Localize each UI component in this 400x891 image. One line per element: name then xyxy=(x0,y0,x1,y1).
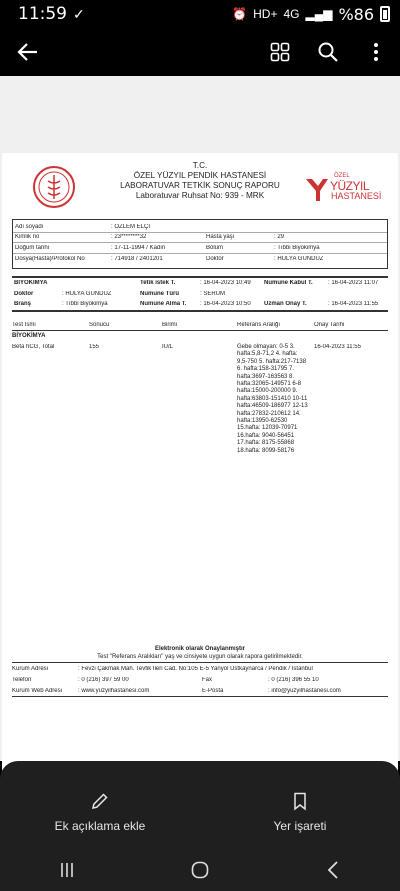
app-bar xyxy=(0,28,400,76)
patient-value: : 17-11-1994 / Kadın xyxy=(111,244,166,251)
patient-label: Dosya(Hasta)/Protokol No xyxy=(15,255,85,262)
sample-label: Tetik istek T. xyxy=(140,280,176,287)
bookmark-label: Yer işareti xyxy=(273,819,327,833)
system-back-button[interactable] xyxy=(303,850,363,890)
institution-value: : 0 (216) 396 55 10 xyxy=(268,676,319,683)
chevron-left-icon xyxy=(327,861,339,879)
sample-info-box xyxy=(12,276,388,312)
sample-value: : 16-04-2023 10:50 xyxy=(200,301,251,308)
institution-label: Fax xyxy=(202,676,213,683)
institution-label: Kurum Adresi xyxy=(12,665,49,672)
column-header: Onay Tarihi xyxy=(314,322,345,328)
patient-row xyxy=(13,222,387,233)
institution-info xyxy=(12,662,388,697)
test-unit: IU/L xyxy=(162,344,174,350)
patient-label: Doğum tarihi xyxy=(15,244,50,251)
alarm-icon: ⏰ xyxy=(232,7,248,21)
sample-value: : Tıbbi Biyokimya xyxy=(62,301,108,308)
reference-line: 16.hafta: 9040-56451 xyxy=(237,432,295,439)
reference-line: hafta:27832-210612 14. xyxy=(237,410,301,417)
network-indicator: 4G xyxy=(283,7,300,21)
sample-value: : 16-04-2023 11:07 xyxy=(328,280,379,287)
report-header xyxy=(12,161,388,217)
reference-line: hafta:5,8-71,2 4. hafta: xyxy=(237,351,298,358)
sample-label: Numune Türü xyxy=(140,290,179,297)
status-indicators xyxy=(232,5,390,24)
report-page xyxy=(2,153,398,773)
reference-line: 15.hafta: 12039-70971 xyxy=(237,425,298,432)
institution-value: : info@yuzyilhastanesi.com xyxy=(268,687,341,694)
system-nav-bar xyxy=(0,848,400,891)
table-row xyxy=(12,344,388,455)
home-button[interactable] xyxy=(170,850,230,890)
sample-label: Doktor xyxy=(14,290,34,297)
sample-value: : 16-04-2023 10:49 xyxy=(200,280,251,287)
reference-range xyxy=(237,344,314,455)
sample-label: Numune Alma T. xyxy=(140,301,187,308)
battery-icon xyxy=(380,6,390,22)
column-header: Referans Aralığı xyxy=(237,322,281,328)
home-icon xyxy=(191,861,209,879)
institution-row xyxy=(12,663,388,674)
logo-main-text: YÜZYIL xyxy=(330,179,370,193)
search-button[interactable] xyxy=(304,28,352,76)
signal-icon: ▂▄▆ xyxy=(305,7,333,21)
reference-line: 17.hafta: 8175-55868 xyxy=(237,440,295,447)
sample-row xyxy=(14,289,388,300)
back-button[interactable] xyxy=(4,28,52,76)
approval-note: Elektronik olarak Onaylanmıştır xyxy=(154,646,246,652)
download-complete-icon: ✓ xyxy=(73,5,85,22)
reference-line: Gebe olmayan: 0-5 3. xyxy=(237,344,295,350)
arrow-left-icon xyxy=(17,41,39,63)
recent-apps-button[interactable] xyxy=(37,850,97,890)
patient-row xyxy=(13,233,387,244)
patient-row xyxy=(13,243,387,254)
more-vertical-icon xyxy=(373,42,379,62)
column-header: Birimi xyxy=(162,322,177,328)
institution-row xyxy=(12,685,388,696)
patient-label: Bölüm xyxy=(206,244,224,251)
patient-value: : 714918 / 2401201 xyxy=(111,255,163,262)
institution-value: : 0 (216) 397 59 00 xyxy=(78,676,129,683)
more-options-button[interactable] xyxy=(352,28,400,76)
test-result: 155 xyxy=(89,344,100,350)
column-header: Test İsmi xyxy=(12,322,36,328)
section-title: BİYOKİMYA xyxy=(12,333,46,339)
add-note-button[interactable] xyxy=(0,761,200,848)
reference-line: hafta:15000-200000 9. xyxy=(237,388,298,395)
grid-view-button[interactable] xyxy=(256,28,304,76)
hospital-name: ÖZEL YÜZYIL PENDİK HASTANESİ xyxy=(133,171,267,180)
report-title: LABORATUVAR TETKİK SONUÇ RAPORU xyxy=(120,181,280,190)
bookmark-icon xyxy=(290,791,310,811)
patient-row xyxy=(13,254,387,265)
sample-value: : HÜLYA GÜNDÜZ xyxy=(62,290,112,297)
tc-label: T.C. xyxy=(192,161,208,170)
sample-label: BİYOKİMYA xyxy=(14,280,48,287)
patient-label: Kimlik no xyxy=(15,234,40,241)
sample-label: Numune Kabul T. xyxy=(264,280,313,287)
add-note-label: Ek açıklama ekle xyxy=(54,819,146,833)
search-icon xyxy=(317,41,339,63)
reference-line: 6. hafta:158-31795 7. xyxy=(237,366,295,373)
yuzyil-logo xyxy=(304,173,384,203)
yuzyil-emblem-icon xyxy=(304,173,330,203)
hd-indicator: HD+ xyxy=(253,7,278,21)
patient-value: : HÜLYA GÜNDÜZ xyxy=(274,255,324,262)
document-viewer[interactable] xyxy=(0,76,400,761)
logo-top-text: ÖZEL xyxy=(334,173,350,179)
approval-date: 16-04-2023 11:55 xyxy=(314,344,361,350)
sample-row xyxy=(14,278,388,289)
reference-line: 18.hafta: 8099-58176 xyxy=(237,447,295,454)
institution-label: Telefon xyxy=(12,676,32,683)
patient-label: Hasta yaşı xyxy=(206,234,235,241)
reference-line: hafta:32065-149571 6-8 xyxy=(237,381,302,388)
status-bar xyxy=(0,0,400,28)
bottom-action-bar xyxy=(0,761,400,848)
column-header: Sonucu xyxy=(89,322,110,328)
institution-value: : Fevzi Çakmak Mah. Tevfik İleri Cad. No:105 E-5 Yanyol Üstkaynarca / Pendik / İstanbul xyxy=(78,665,313,672)
institution-label: Kurum Web Adresi xyxy=(12,687,62,694)
sample-label: Branş xyxy=(14,301,32,308)
institution-value: : www.yuzyilhastanesi.com xyxy=(78,687,150,694)
license-number: Laboratuvar Ruhsat No: 939 - MRK xyxy=(135,191,265,200)
institution-label: E-Posta xyxy=(202,687,224,694)
bookmark-button[interactable] xyxy=(200,761,400,848)
reference-line: hafta:3697-163563 8. xyxy=(237,373,295,380)
patient-value: : Tıbbi Biyokimya xyxy=(274,244,320,251)
sample-label: Uzman Onay T. xyxy=(264,301,307,308)
sample-value: : SERUM xyxy=(200,290,226,297)
institution-row xyxy=(12,674,388,685)
logo-sub-text: HASTANESİ xyxy=(331,191,382,201)
pencil-icon xyxy=(90,791,110,811)
battery-percent: %86 xyxy=(338,4,374,24)
reference-line: 9,5-750 5. hafta:217-7138 xyxy=(237,358,307,365)
ministry-health-logo xyxy=(32,165,76,209)
status-time: 11:59 xyxy=(18,4,67,24)
reference-line: hafta:63803-151410 10-11 xyxy=(237,395,308,402)
recent-apps-icon xyxy=(59,862,75,878)
test-name: Beta hCG, Total xyxy=(12,344,55,350)
grid-icon xyxy=(270,42,290,62)
patient-value: : ÖZLEM ELÇİ xyxy=(111,223,151,230)
reference-line: hafta:46509-186977 12-13 xyxy=(237,403,308,410)
patient-value: : 23********32 xyxy=(111,234,147,241)
patient-info-box xyxy=(12,219,388,269)
sample-row xyxy=(14,299,388,310)
patient-value: : 29 xyxy=(274,234,285,241)
patient-label: Adı soyadı xyxy=(15,223,44,230)
results-header xyxy=(12,322,388,331)
sample-value: : 16-04-2023 11:55 xyxy=(328,301,379,308)
reference-line: hafta:13950-62530 xyxy=(237,418,288,425)
reference-note: Test "Referans Aralıkları" yaş ve cinsiyete uygun olarak rapora getirilmektedir. xyxy=(97,654,303,660)
patient-label: Doktor xyxy=(206,255,224,262)
